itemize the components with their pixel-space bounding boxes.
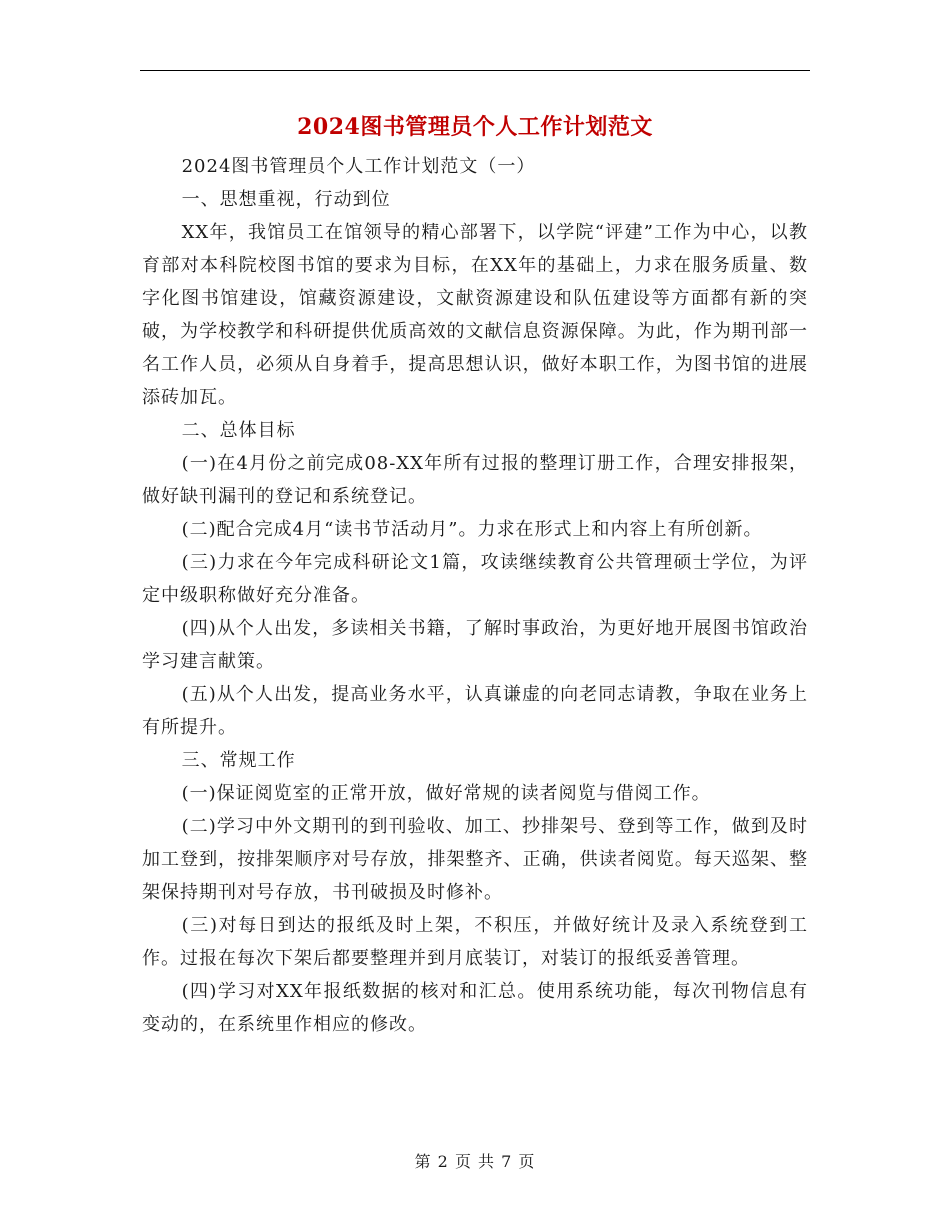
section-heading-1: 一、思想重视，行动到位	[181, 189, 391, 210]
goal-item-1: (一)在4月份之前完成08-XX年所有过报的整理订册工作，合理安排报架，做好缺刊漏刊的登记和系统登记。	[142, 453, 808, 507]
document-title: 2024图书管理员个人工作计划范文	[297, 114, 653, 140]
goal-item-5: (五)从个人出发，提高业务水平，认真谦虚的向老同志请教，争取在业务上有所提升。	[142, 684, 808, 738]
page-footer	[0, 1150, 950, 1174]
subtitle-paragraph: 2024图书管理员个人工作计划范文（一）	[181, 156, 536, 177]
body-paragraph: XX年，我馆员工在馆领导的精心部署下，以学院“评建”工作为中心，以教育部对本科院校图书馆的要求为目标，在XX年的基础上，力求在服务质量、数字化图书馆建设，馆藏资源建设，文献资源建设和队伍建设等方面都有新的突破，为学校教学和科研提供优质高效的文献信息资源保障。为此，作为期刊部一名工作人员，必须从自身着手，提高思想认识，做好本职工作，为图书馆的进展添砖加瓦。	[142, 222, 808, 408]
section-heading-2: 二、总体目标	[181, 420, 296, 441]
document-body	[142, 150, 808, 1041]
section-heading-3: 三、常规工作	[181, 750, 296, 771]
goal-item-3: (三)力求在今年完成科研论文1篇，攻读继续教育公共管理硕士学位，为评定中级职称做好充分准备。	[142, 552, 808, 606]
routine-item-4: (四)学习对XX年报纸数据的核对和汇总。使用系统功能，每次刊物信息有变动的，在系统里作相应的修改。	[142, 981, 808, 1035]
routine-item-3: (三)对每日到达的报纸及时上架，不积压，并做好统计及录入系统登到工作。过报在每次下架后都要整理并到月底装订，对装订的报纸妥善管理。	[142, 915, 808, 969]
page-number-label: 第 2 页 共 7 页	[414, 1152, 536, 1171]
routine-item-1: (一)保证阅览室的正常开放，做好常规的读者阅览与借阅工作。	[181, 783, 711, 804]
goal-item-2: (二)配合完成4月“读书节活动月”。力求在形式上和内容上有所创新。	[181, 519, 763, 540]
routine-item-2: (二)学习中外文期刊的到刊验收、加工、抄排架号、登到等工作，做到及时加工登到，按排架顺序对号存放，排架整齐、正确，供读者阅览。每天巡架、整架保持期刊对号存放，书刊破损及时修补。	[142, 816, 808, 903]
goal-item-4: (四)从个人出发，多读相关书籍，了解时事政治，为更好地开展图书馆政治学习建言献策。	[142, 618, 808, 672]
header-rule	[140, 70, 810, 71]
